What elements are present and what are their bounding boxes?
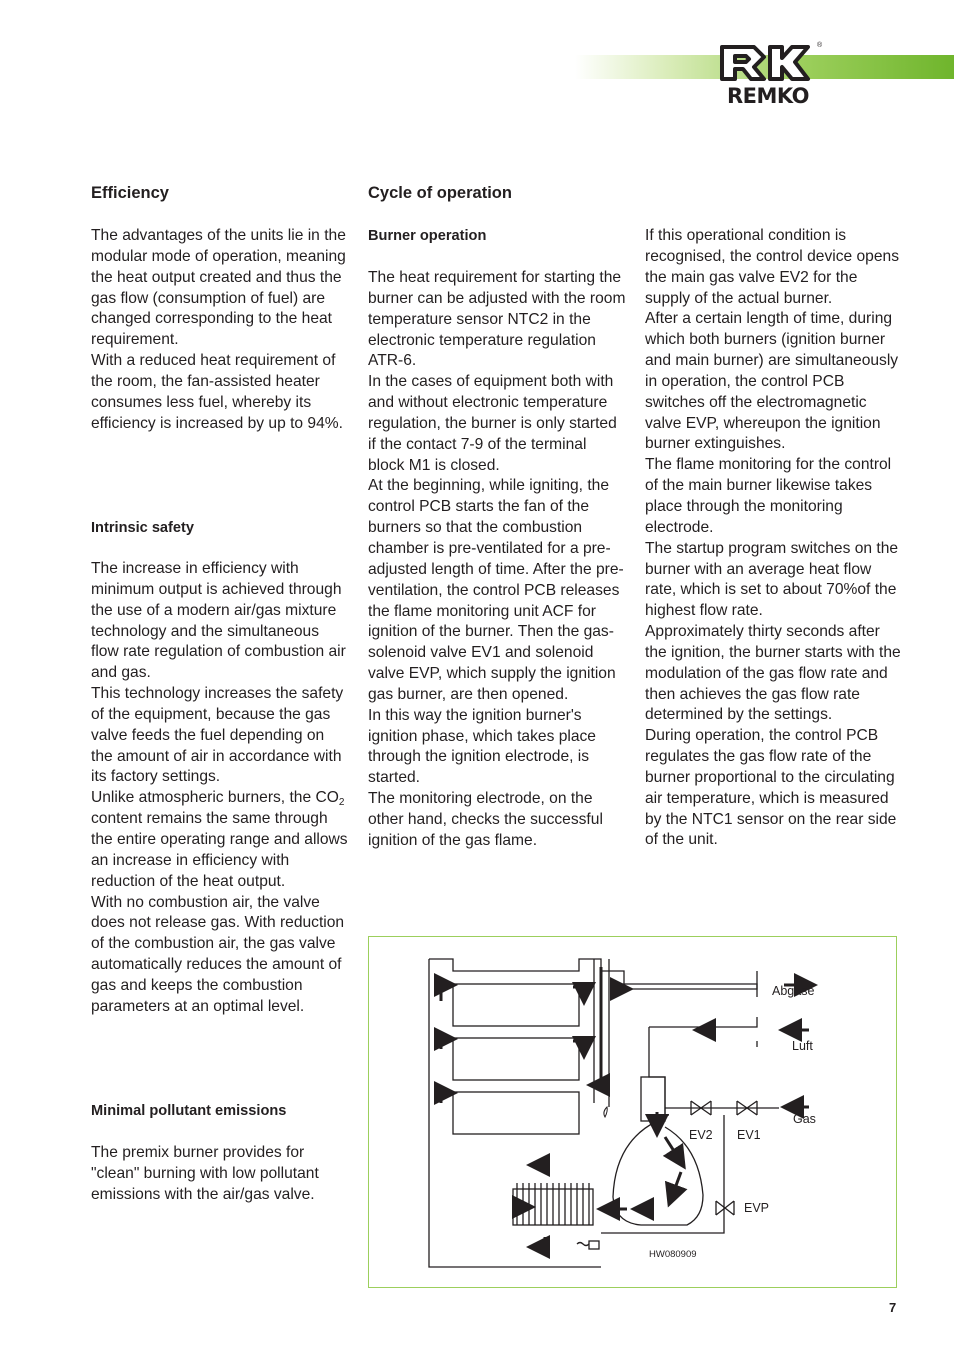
diagram-code: HW080909 [649,1249,697,1260]
efficiency-heading: Efficiency [91,184,169,202]
efficiency-paragraph-1: The advantages of the units lie in the modular mode of operation, meaning the heat output created and thus the gas flow (consumption of fuel) are changed corresponding to the heat requirement. [91,227,346,349]
label-ev2: EV2 [689,1128,713,1142]
intrinsic-paragraph-2: This technology increases the safety of the equipment, because the gas valve feeds the fuel depending on the amount of air in accordance with its factory settings. [91,685,344,786]
right-paragraph-4: The startup program switches on the burner with an average heat flow rate, which is set to about 70%of the highest flow rate. [645,539,899,620]
burner-paragraph-2: In the cases of equipment both with and without electronic temperature regulation, the burner is only started if the contact 7-9 of the terminal block M1 is closed. [368,373,617,474]
burner-paragraph-5: The monitoring electrode, on the other hand, checks the successful ignition of the gas flame. [368,790,603,849]
burner-operation-heading: Burner operation [368,228,487,244]
burner-paragraph-1: The heat requirement for starting the burner can be adjusted with the room temperature sensor NTC2 in the electronic temperature regulation ATR-6. [368,269,626,370]
remko-logo-icon [718,42,818,84]
emissions-heading: Minimal pollutant emissions [91,1103,287,1119]
registered-mark: ® [817,42,823,49]
brand-logo [718,42,822,108]
right-paragraph-5: Approximately thirty seconds after the ignition, the burner starts with the modulation of the gas flow rate and then achieves the gas flow rate determined by the settings. [645,623,901,724]
burner-paragraph-4: In this way the ignition burner's ignition phase, which takes place through the ignition electrode, is started. [368,706,596,787]
right-paragraph-2: After a certain length of time, during which both burners (ignition burner and main burner) are simultaneously in operation, the control PCB switches off the electromagnetic valve EVP, whereupon the ignition burner extinguishes. [645,310,899,453]
intrinsic-paragraph-4: With no combustion air, the valve does not release gas. With reduction of the combustion air, the gas valve automatically reduces the amount of gas and keeps the combustion parameters at an optimal level. [91,893,345,1015]
efficiency-paragraph-2: With a reduced heat requirement of the room, the fan-assisted heater consumes less fuel, whereby its efficiency is increased by up to 94%. [91,352,343,432]
right-paragraph-1: If this operational condition is recognised, the control device opens the main gas valve EV2 for the supply of the actual burner. [645,227,899,307]
co2-subscript: 2 [338,797,345,809]
page-number: 7 [889,1300,897,1315]
co2-text-b: content remains the same through the entire operating range and allows an increase in efficiency with reduction of the heat output. [91,810,348,890]
brand-name: REMKO [726,84,810,108]
label-ev1: EV1 [737,1128,761,1142]
co2-text-a: Unlike atmospheric burners, the CO [91,789,339,807]
right-paragraph-3: The flame monitoring for the control of the main burner likewise takes place through the monitoring electrode. [645,456,892,536]
burner-paragraph-3: At the beginning, while igniting, the control PCB starts the fan of the burners so that the combustion chamber is pre-ventilated for a pre-adjusted length of time. After the pre-ventilation, the control PCB releases the flame monitoring unit ACF for ignition of the burner. Then the gas-solenoid valve EV1 and solenoid valve EVP, which supply the ignition gas burner, are then opened. [368,477,624,703]
right-paragraph-6: During operation, the control PCB regulates the gas flow rate of the burner proportional to the circulating air temperature, which is measured by the NTC1 sensor on the rear side of the unit. [645,727,897,849]
intrinsic-paragraph-1: The increase in efficiency with minimum output is achieved through the use of a modern air/gas mixture technology and the simultaneous flow rate regulation of combustion air and gas. [91,560,346,682]
schematic-drawing [369,937,898,1289]
label-luft: Luft [792,1039,813,1053]
emissions-body [91,1143,349,1206]
intrinsic-safety-body [91,559,349,1018]
right-column-body [645,226,905,851]
intrinsic-safety-heading: Intrinsic safety [91,520,195,536]
intrinsic-paragraph-3 [91,788,349,892]
burner-schematic [368,936,897,1288]
cycle-heading: Cycle of operation [368,184,512,202]
label-abgase: Abgase [772,984,815,998]
burner-operation-body [368,268,626,852]
efficiency-body [91,226,349,434]
emissions-paragraph: The premix burner provides for "clean" burning with low pollutant emissions with the air/gas valve. [91,1144,319,1203]
label-gas: Gas [793,1112,816,1126]
label-evp: EVP [744,1201,770,1215]
